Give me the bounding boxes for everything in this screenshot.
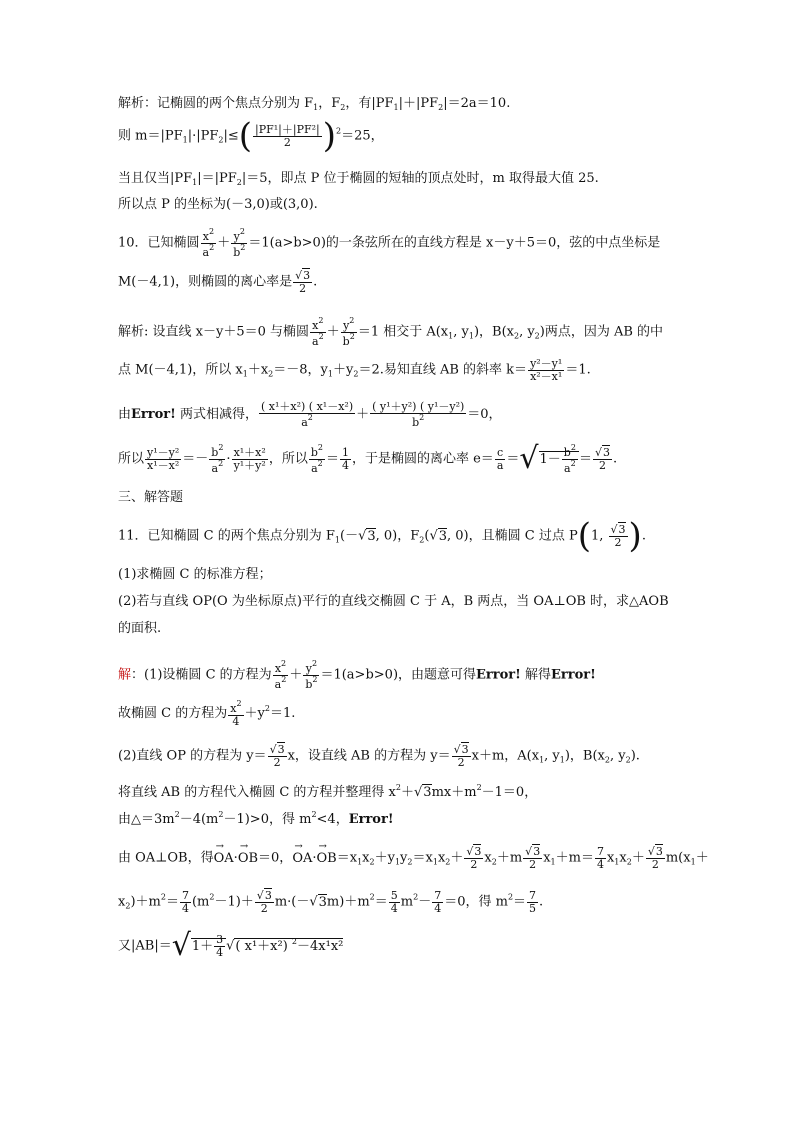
text-line-16: 解：(1)设椭圆 C 的方程为 $\frac{x^2}{a^2}$ ＋ $\frac{y^2}{b^2}$ ＝1(a>b>0)，由题意可得Error! 解得Error! bbox=[118, 659, 596, 691]
text-line-12: 11．已知椭圆 C 的两个焦点分别为 $F_1(-√3$, 0)，$F_2(√3$, 0)，且椭圆 C 过点 P(1, $\frac{√3}{2}$ ). bbox=[118, 515, 646, 556]
text-line-1: 解析：记椭圆的两个焦点分别为 $F_1$，$F_2$，有$|PF_1|+|PF_2|=2a=10$. bbox=[118, 96, 511, 112]
text-line-23: 又|AB|＝√1＋ $\frac{3}{4}$ √( x¹＋x²) $^2$－4x¹x² bbox=[118, 928, 344, 964]
text-line-19: 将直线 AB 的方程代入椭圆 C 的方程并整理得 $x^2+√3mx+m^2-1=0$， bbox=[118, 783, 538, 800]
text-line-17: 故椭圆 C 的方程为 $\frac{x^2}{4}$ $+y^2=1$. bbox=[118, 699, 296, 728]
text-line-2: 则 $m=|PF_1|\cdot|PF_2|\le$( $\frac{\text{|PF¹|＋|PF²|}}{2}$ )$^2$＝25， bbox=[118, 115, 384, 156]
text-line-3: 当且仅当$|PF_1|=|PF_2|=5$，即点 P 位于椭圆的短轴的顶点处时，m 取得最大值 25. bbox=[118, 171, 599, 187]
text-line-9: 由Error! 两式相减得， $\frac{\text{( x¹＋x²) ( x¹－x²)}}{a^2}$ ＋ $\frac{\text{( y¹＋y²) ( y¹－y²)}}{b^2}$ ＝0， bbox=[118, 400, 502, 429]
text-line-20: 由$\triangle=3m^2-4(m^2-1)>0$，得 $m^2<4$，Error! bbox=[118, 810, 394, 827]
text-line-7: 解析: 设直线 x－y＋5＝0 与椭圆 $\frac{x^2}{a^2}$ ＋ $\frac{y^2}{b^2}$ ＝1 相交于 $A(x_1$, $y_1$)，$B(x_2$, $y_2$)两点，因为 AB 的中 bbox=[118, 316, 664, 348]
text-line-8: 点 M(－4,1)，所以 $x_1+x_2=-8$，$y_1+y_2=2$.易知直线 AB 的斜率 k＝ $\frac{\text{y²－y¹}}{\text{x²－x¹}}$ ＝1. bbox=[118, 357, 591, 383]
section-heading: 三、解答题 bbox=[118, 490, 184, 505]
text-line-18: (2)直线 OP 的方程为 y＝ $\frac{√3}{2}$ x，设直线 AB 的方程为 y＝ $\frac{√3}{2}$ x＋m，$A(x_1$, $y_1$)，$B(x_2$, $y_2$). bbox=[118, 743, 640, 769]
text-line-4: 所以点 P 的坐标为(－3,0)或(3,0). bbox=[118, 197, 318, 212]
text-line-14: (2)若与直线 OP(O 为坐标原点)平行的直线交椭圆 C 于 A，B 两点，当 OA⊥OB 时，求△AOB bbox=[118, 594, 669, 609]
text-line-5: 10．已知椭圆 $\frac{x^2}{a^2}$ ＋ $\frac{y^2}{b^2}$ ＝1(a>b>0)的一条弦所在的直线方程是 x－y＋5＝0，弦的中点坐标是 bbox=[118, 227, 661, 259]
text-line-13: (1)求椭圆 C 的标准方程； bbox=[118, 567, 272, 582]
text-line-15: 的面积. bbox=[118, 621, 162, 636]
text-line-22: $x_2)+m^2=$ $\frac{7}{4}$ $(m^2-1)+$ $\frac{√3}{2}$ $m\cdot(-√3m)+m^2=$ $\frac{5}{4}$ $m^2-$ $\frac{7}{4}$ ＝0，得 $m^2=$ $\frac{7}{5}$ . bbox=[118, 889, 544, 915]
text-line-6: M(－4,1)，则椭圆的离心率是 $\frac{√3}{2}$ . bbox=[118, 269, 318, 295]
text-line-21: 由 OA⊥OB，得→ OA·→ OB＝0，→ $OA\cdot\to OB=x_1x_2+y_1y_2=x_1x_2+$ $\frac{√3}{2}$ $x_2+m$ $\frac{√3}{2}$ $x_1+m=$ $\frac{7}{4}$ $x_1x_2+$ $\frac{√3}{2}$ $m(x_1+$ bbox=[118, 846, 709, 870]
text-line-10: 所以 $\frac{\text{y¹－y²}}{\text{x¹－x²}}$ ＝－ $\frac{b^2}{a^2}$ · $\frac{\text{x¹＋x²}}{\text{y¹＋y²}}$ ，所以 $\frac{b^2}{a^2}$ ＝ $\frac{1}{4}$ ，于是椭圆的离心率 e＝ $\frac{c}{a}$ ＝√1－ $\frac{b^2}{a^2}$ ＝ $\frac{√3}{2}$ . bbox=[118, 441, 618, 477]
